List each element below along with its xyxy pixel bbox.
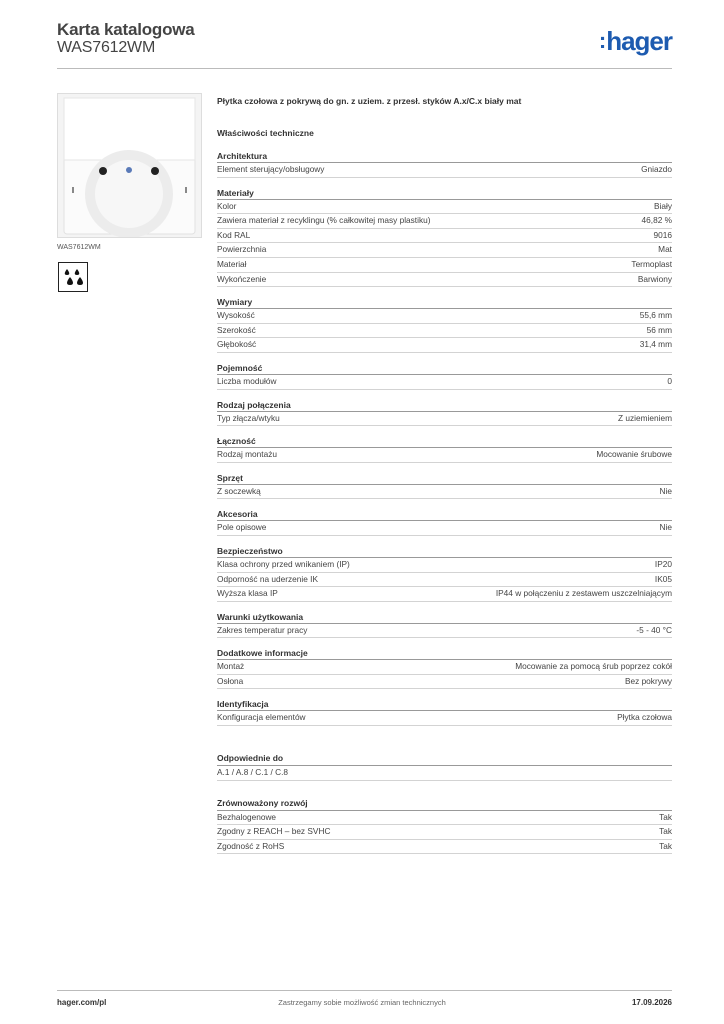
- spec-row: [217, 324, 672, 339]
- suitable-text: A.1 / A.8 / C.1 / C.8: [217, 767, 289, 778]
- section-title: Bezpieczeństwo: [217, 545, 672, 558]
- spec-value: Tak: [659, 811, 672, 822]
- spec-label: Konfiguracja elementów: [217, 712, 306, 723]
- spec-value: Termoplast: [631, 258, 672, 269]
- spec-label: Zgodność z RoHS: [217, 840, 285, 851]
- suitable-section: [217, 751, 672, 781]
- spec-value: Bez pokrywy: [624, 675, 672, 686]
- spec-label: Bezhalogenowe: [217, 811, 277, 822]
- spec-value: Z uziemieniem: [618, 412, 672, 423]
- spec-row: [217, 840, 672, 855]
- spec-label: Element sterujący/obsługowy: [217, 164, 325, 174]
- spec-row: [217, 624, 672, 639]
- spec-label: Głębokość: [217, 339, 257, 350]
- spec-value: IP20: [654, 558, 672, 569]
- spec-value: Płytka czołowa: [617, 712, 672, 723]
- spec-row: [217, 200, 672, 215]
- water-drops-icon: [58, 262, 88, 292]
- hager-logo: :hager: [598, 26, 672, 56]
- spec-section: [217, 362, 672, 390]
- spec-label: Zawiera materiał z recyklingu (% całkowitej masy plastiku): [217, 215, 431, 226]
- section-title: Łączność: [217, 435, 672, 448]
- spec-label: Powierzchnia: [217, 244, 267, 255]
- footer-website: hager.com/pl: [57, 998, 107, 1007]
- section-title: Akcesoria: [217, 508, 672, 521]
- header-divider: [57, 68, 672, 69]
- spec-value: 31,4 mm: [639, 339, 672, 350]
- spec-label: Pole opisowe: [217, 522, 267, 533]
- spec-section: [217, 508, 672, 536]
- spec-row: [217, 675, 672, 690]
- spec-label: Wykończenie: [217, 273, 267, 284]
- spec-value: Tak: [659, 840, 672, 851]
- spec-section: [217, 187, 672, 288]
- spec-row: [217, 573, 672, 588]
- section-title: Materiały: [217, 187, 672, 200]
- section-title: Identyfikacja: [217, 698, 672, 711]
- product-photo: [57, 93, 202, 238]
- section-title: Sprzęt: [217, 472, 672, 485]
- spec-row: [217, 309, 672, 324]
- spec-row: [217, 412, 672, 427]
- spec-label: Odporność na uderzenie IK: [217, 573, 319, 584]
- spec-value: Mocowanie śrubowe: [596, 449, 672, 460]
- spec-value: Mocowanie za pomocą śrub poprzez cokół: [515, 661, 672, 672]
- spec-value: -5 - 40 °C: [636, 624, 672, 635]
- spec-row: [217, 375, 672, 390]
- spec-label: Zakres temperatur pracy: [217, 624, 308, 635]
- spec-row: [217, 660, 672, 675]
- spec-section: [217, 545, 672, 602]
- suitable-title: Odpowiednie do: [217, 751, 672, 766]
- spec-value: 46,82 %: [641, 215, 672, 226]
- spec-value: IP44 w połączeniu z zestawem uszczelniającym: [495, 588, 672, 599]
- spec-row: [217, 485, 672, 500]
- spec-section: [217, 296, 672, 353]
- footer-date: 17.09.2026: [631, 998, 672, 1007]
- spec-value: Nie: [659, 485, 672, 496]
- spec-row: [217, 229, 672, 244]
- spec-value: Mat: [658, 244, 672, 255]
- spec-row: [217, 711, 672, 726]
- spec-section: [217, 698, 672, 726]
- product-code: WAS7612WM: [57, 39, 156, 56]
- spec-value: Gniazdo: [641, 164, 672, 174]
- spec-row: [217, 214, 672, 229]
- spec-label: Zgodny z REACH – bez SVHC: [217, 826, 331, 837]
- spec-label: Materiał: [217, 258, 247, 269]
- spec-value: Barwiony: [637, 273, 672, 284]
- spec-row: [217, 273, 672, 288]
- spec-value: Nie: [659, 522, 672, 533]
- spec-row: [217, 825, 672, 840]
- spec-section: [217, 435, 672, 463]
- spec-row: [217, 243, 672, 258]
- spec-label: Z soczewką: [217, 485, 261, 496]
- product-description: Płytka czołowa z pokrywą do gn. z uziem. z przesł. styków A.x/C.x biały mat: [217, 96, 522, 106]
- spec-label: Klasa ochrony przed wnikaniem (IP): [217, 558, 350, 569]
- spec-value: 56 mm: [646, 324, 672, 335]
- spec-section: [217, 647, 672, 689]
- spec-value: 0: [667, 375, 672, 386]
- spec-label: Wysokość: [217, 310, 255, 321]
- specification-panel: [217, 96, 672, 863]
- spec-value: Tak: [659, 826, 672, 837]
- spec-label: Montaż: [217, 661, 245, 672]
- section-title: Rodzaj połączenia: [217, 399, 672, 412]
- spec-row: [217, 163, 672, 178]
- spec-label: Typ złącza/wtyku: [217, 412, 280, 423]
- spec-value: IK05: [654, 573, 672, 584]
- section-title: Architektura: [217, 150, 672, 163]
- spec-label: Rodzaj montażu: [217, 449, 277, 460]
- photo-caption: WAS7612WM: [57, 244, 101, 251]
- footer-note: Zastrzegamy sobie możliwość zmian technicznych: [278, 998, 446, 1007]
- section-title: Dodatkowe informacje: [217, 647, 672, 660]
- spec-section: [217, 150, 672, 178]
- section-title: Warunki użytkowania: [217, 611, 672, 624]
- spec-row: [217, 558, 672, 573]
- properties-heading: Właściwości techniczne: [217, 128, 314, 138]
- spec-label: Kod RAL: [217, 229, 251, 240]
- spec-row: [217, 587, 672, 602]
- spec-value: 9016: [653, 229, 672, 240]
- spec-sections: [217, 150, 672, 726]
- spec-row: [217, 338, 672, 353]
- sustainability-title: Zrównoważony rozwój: [217, 796, 672, 811]
- spec-row: [217, 258, 672, 273]
- section-title: Pojemność: [217, 362, 672, 375]
- section-title: Wymiary: [217, 296, 672, 309]
- spec-row: [217, 521, 672, 536]
- spec-section: [217, 399, 672, 427]
- footer-divider: [57, 990, 672, 991]
- spec-value: 55,6 mm: [639, 310, 672, 321]
- spec-label: Liczba modułów: [217, 375, 277, 386]
- spec-row: [217, 448, 672, 463]
- spec-row: [217, 811, 672, 826]
- suitable-row: [217, 766, 672, 781]
- spec-section: [217, 611, 672, 639]
- sustainability-section: [217, 796, 672, 855]
- spec-label: Osłona: [217, 675, 244, 686]
- spec-value: Biały: [654, 200, 672, 211]
- page-title: Karta katalogowa: [57, 20, 195, 39]
- spec-label: Kolor: [217, 200, 237, 211]
- spec-label: Szerokość: [217, 324, 256, 335]
- spec-section: [217, 472, 672, 500]
- spec-label: Wyższa klasa IP: [217, 588, 278, 599]
- logo-text: hager: [606, 26, 672, 56]
